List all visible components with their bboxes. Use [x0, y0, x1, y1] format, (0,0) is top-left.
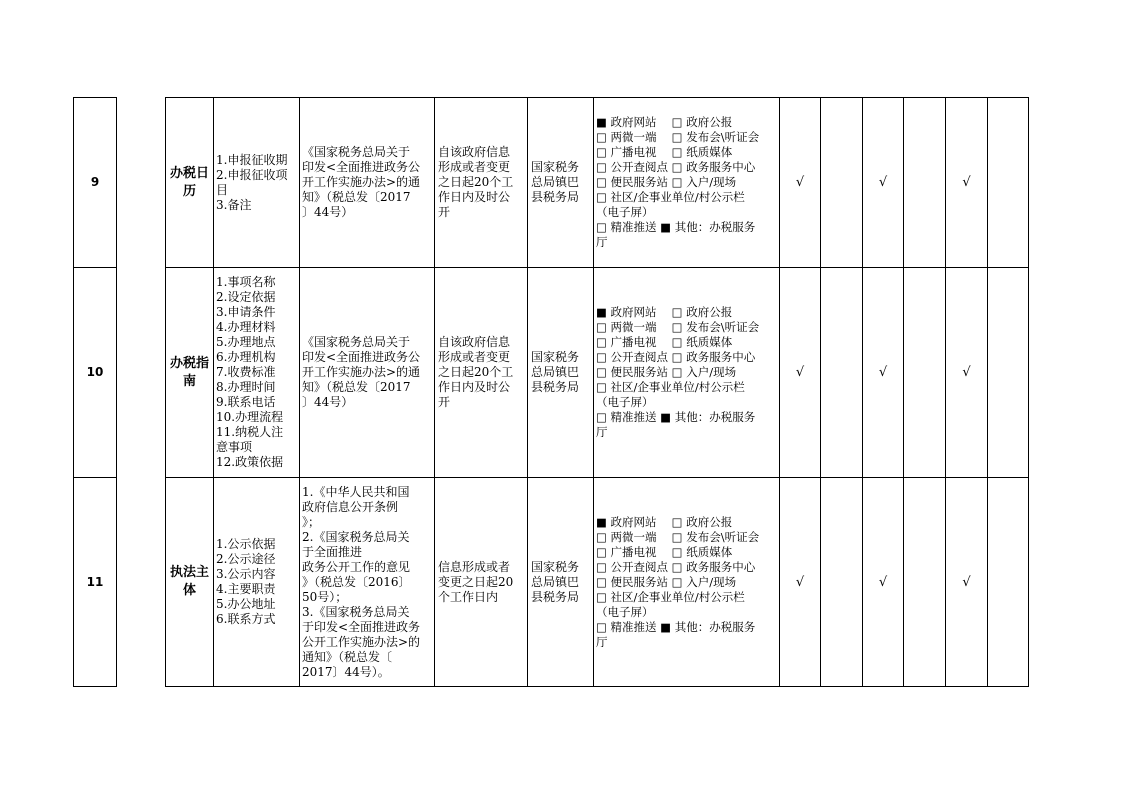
check-mark	[988, 478, 1028, 686]
column-border	[116, 97, 117, 687]
row-number: 10	[86, 365, 104, 379]
time-limit-line: 个工作日内	[438, 589, 499, 604]
check-mark: √	[962, 175, 971, 190]
check-mark: √	[795, 365, 805, 380]
content-item: 3.公示内容	[216, 567, 276, 581]
row-border	[165, 686, 1029, 687]
check-mark	[904, 268, 945, 477]
channel-option: □ 便民服务站 □ 入户/现场	[596, 574, 737, 589]
channel-option: □ 社区/企事业单位/村公示栏	[596, 380, 745, 394]
content-item: 2.申报征收项	[216, 167, 288, 182]
column-border	[1028, 97, 1029, 687]
basis-line: 开工作实施办法>的通	[302, 175, 421, 189]
check-mark: √	[962, 365, 971, 380]
content-item: 目	[216, 182, 229, 197]
content-item: 1.申报征收期	[216, 152, 288, 167]
time-limit-line: 作日内及时公	[438, 380, 511, 394]
channel-option: 厅	[596, 235, 608, 249]
subject-line: 国家税务	[531, 559, 580, 574]
subject-text	[528, 98, 593, 267]
content-item: 6.联系方式	[216, 612, 276, 626]
channel-option: □ 公开查阅点 □ 政务服务中心	[596, 160, 756, 174]
time-limit-line: 形成或者变更	[438, 160, 511, 174]
content-item: 8.办理时间	[216, 380, 276, 394]
channel-option: □ 便民服务站 □ 入户/现场	[596, 365, 737, 379]
basis-line: 于印发<全面推进政务	[302, 619, 421, 634]
channel-option: （电子屏）	[596, 205, 654, 219]
content-item: 1.公示依据	[216, 537, 276, 551]
channel-option: （电子屏）	[596, 604, 654, 619]
subject-line: 国家税务	[531, 350, 580, 364]
basis-line: 50号）；	[302, 589, 348, 604]
channel-option: ■ 政府网站 □ 政府公报	[596, 305, 733, 319]
subject-text	[528, 268, 593, 477]
item-name-line: 执法主	[169, 565, 209, 580]
channel-option: □ 两微一端 □ 发布会\听证会	[596, 130, 760, 144]
time-limit-line: 信息形成或者	[438, 559, 511, 574]
check-mark	[821, 98, 862, 267]
time-limit-line: 形成或者变更	[438, 350, 511, 364]
content-item: 3.备注	[216, 197, 252, 212]
content-item: 12.政策依据	[216, 455, 284, 469]
basis-line: 公开工作实施办法>的	[302, 634, 421, 649]
check-mark: √	[962, 574, 971, 590]
item-name-line: 体	[182, 583, 196, 598]
channels-cell	[594, 478, 779, 686]
check-mark: √	[795, 574, 805, 590]
check-mark	[904, 478, 945, 686]
content-item: 4.主要职责	[216, 582, 276, 596]
channel-option: □ 两微一端 □ 发布会\听证会	[596, 320, 760, 334]
basis-line: 印发<全面推进政务公	[302, 350, 421, 364]
basis-line: 于全面推进	[302, 544, 363, 559]
basis-line: 政务公开工作的意见	[302, 559, 411, 574]
check-mark: √	[878, 175, 888, 190]
basis-line: 通知》（税总发〔	[302, 649, 393, 664]
item-name-line: 办税指	[169, 355, 209, 371]
basis-line: 《国家税务总局关于	[302, 145, 411, 159]
content-item: 2.设定依据	[216, 290, 276, 304]
check-mark	[821, 478, 862, 686]
channel-option: □ 公开查阅点 □ 政务服务中心	[596, 559, 756, 574]
subject-line: 总局镇巴	[531, 175, 580, 189]
basis-line: 3.《国家税务总局关	[302, 604, 410, 619]
channel-option: □ 精准推送 ■ 其他：办税服务	[596, 619, 756, 634]
check-mark	[821, 268, 862, 477]
content-item: 10.办理流程	[216, 410, 284, 424]
channel-option: □ 广播电视 □ 纸质媒体	[596, 335, 733, 349]
item-name	[166, 478, 213, 686]
check-mark: √	[878, 574, 888, 590]
time-limit-line: 自该政府信息	[438, 335, 511, 349]
channels-cell	[594, 98, 779, 267]
row-border-left	[73, 686, 116, 687]
channel-option: □ 便民服务站 □ 入户/现场	[596, 175, 737, 189]
check-mark	[904, 98, 945, 267]
subject-line: 县税务局	[531, 190, 580, 204]
time-limit-text	[435, 268, 527, 477]
time-limit-line: 变更之日起20	[438, 574, 514, 589]
channel-option: □ 社区/企事业单位/村公示栏	[596, 589, 745, 604]
time-limit-line: 开	[438, 205, 451, 219]
basis-line: 知》（税总发〔2017	[302, 190, 411, 204]
subject-line: 总局镇巴	[531, 574, 580, 589]
channel-option: （电子屏）	[596, 395, 654, 409]
time-limit-line: 之日起20个工	[438, 365, 514, 379]
basis-line: 2017〕44号）。	[302, 664, 390, 679]
row-number: 11	[86, 574, 104, 589]
basis-line: 1.《中华人民共和国	[302, 484, 410, 499]
content-item: 9.联系电话	[216, 395, 276, 409]
subject-line: 国家税务	[531, 160, 580, 174]
basis-text	[300, 478, 434, 686]
basis-line: 〕44号）	[302, 205, 354, 219]
content-list	[214, 98, 299, 267]
content-item: 2.公示途径	[216, 552, 276, 566]
item-name	[166, 268, 213, 477]
time-limit-line: 自该政府信息	[438, 145, 511, 159]
basis-line: 》（税总发〔2016〕	[302, 574, 411, 589]
channel-option: □ 广播电视 □ 纸质媒体	[596, 145, 733, 159]
item-name-line: 南	[182, 373, 196, 389]
channel-option: □ 广播电视 □ 纸质媒体	[596, 544, 733, 559]
check-mark	[988, 268, 1028, 477]
content-item: 4.办理材料	[216, 320, 276, 334]
item-name-line: 历	[182, 183, 196, 199]
channel-option: □ 公开查阅点 □ 政务服务中心	[596, 350, 756, 364]
basis-line: 知》（税总发〔2017	[302, 380, 411, 394]
content-item: 5.办理地点	[216, 335, 276, 349]
content-item: 1.事项名称	[216, 275, 276, 289]
basis-line: 〕44号）	[302, 395, 354, 409]
time-limit-text	[435, 98, 527, 267]
channel-option: □ 两微一端 □ 发布会\听证会	[596, 529, 760, 544]
subject-line: 总局镇巴	[531, 365, 580, 379]
basis-line: 》；	[302, 514, 321, 529]
content-item: 5.办公地址	[216, 597, 276, 611]
basis-line: 《国家税务总局关于	[302, 335, 411, 349]
content-item: 3.申请条件	[216, 305, 276, 319]
row-number: 9	[90, 175, 100, 189]
subject-line: 县税务局	[531, 380, 580, 394]
content-item: 6.办理机构	[216, 350, 276, 364]
content-item: 11.纳税人注	[216, 425, 284, 439]
basis-line: 政府信息公开条例	[302, 499, 399, 514]
channel-option: □ 精准推送 ■ 其他：办税服务	[596, 410, 756, 424]
item-name-line: 办税日	[169, 165, 209, 181]
basis-text	[300, 98, 434, 267]
check-mark: √	[878, 365, 888, 380]
channel-option: 厅	[596, 634, 608, 649]
channels-cell	[594, 268, 779, 477]
check-mark	[988, 98, 1028, 267]
item-name	[166, 98, 213, 267]
content-item: 7.收费标准	[216, 365, 276, 379]
content-item: 意事项	[216, 440, 253, 454]
subject-text	[528, 478, 593, 686]
subject-line: 县税务局	[531, 589, 580, 604]
check-mark: √	[795, 175, 805, 190]
channel-option: □ 社区/企事业单位/村公示栏	[596, 190, 745, 204]
channel-option: □ 精准推送 ■ 其他：办税服务	[596, 220, 756, 234]
time-limit-line: 开	[438, 395, 451, 409]
channel-option: ■ 政府网站 □ 政府公报	[596, 514, 733, 529]
content-list	[214, 478, 299, 686]
basis-line: 印发<全面推进政务公	[302, 160, 421, 174]
channel-option: ■ 政府网站 □ 政府公报	[596, 115, 733, 129]
channel-option: 厅	[596, 425, 608, 439]
content-list	[214, 268, 299, 477]
basis-line: 开工作实施办法>的通	[302, 365, 421, 379]
basis-line: 2.《国家税务总局关	[302, 529, 410, 544]
time-limit-text	[435, 478, 527, 686]
time-limit-line: 作日内及时公	[438, 190, 511, 204]
basis-text	[300, 268, 434, 477]
time-limit-line: 之日起20个工	[438, 175, 514, 189]
